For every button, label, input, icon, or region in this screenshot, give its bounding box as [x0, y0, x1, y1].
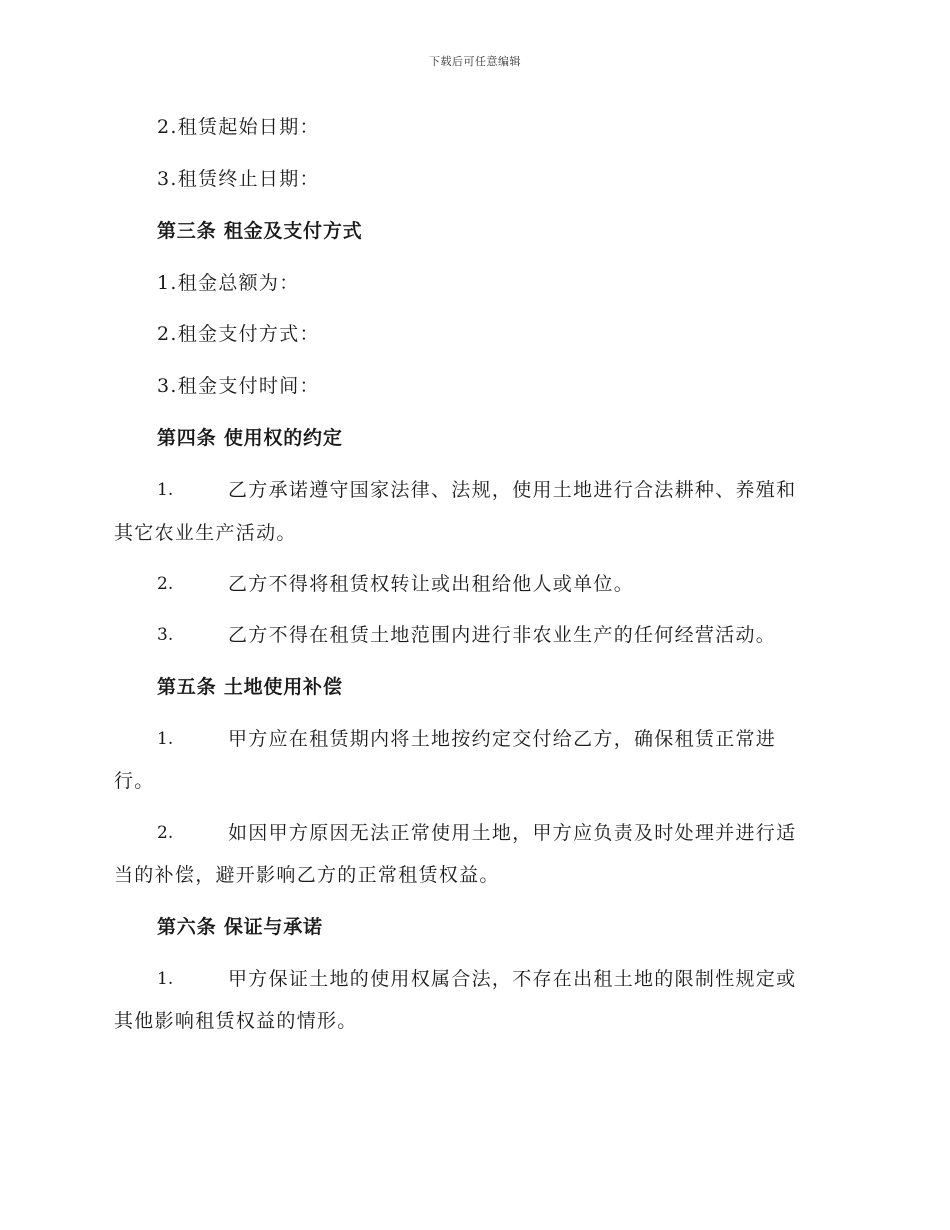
rent-total: 1.租金总额为：: [157, 272, 300, 294]
clause-text: 乙方不得将租赁权转让或出租给他人或单位。: [228, 573, 635, 595]
clause-text-continued: 行。: [114, 770, 155, 792]
item-number: 2.: [157, 823, 174, 843]
lease-end-date: 3.租赁终止日期：: [157, 168, 320, 190]
rent-payment-time: 3.租金支付时间：: [157, 375, 320, 397]
section-heading-6: 第六条 保证与承诺: [157, 916, 323, 938]
clause-text-continued: 其它农业生产活动。: [114, 522, 297, 544]
item-number: 3.: [157, 625, 174, 645]
clause-text: 乙方承诺遵守国家法律、法规，使用土地进行合法耕种、养殖和: [228, 479, 797, 501]
section-heading-4: 第四条 使用权的约定: [157, 427, 343, 449]
item-number: 1.: [157, 969, 174, 989]
clause-text: 甲方保证土地的使用权属合法，不存在出租土地的限制性规定或: [228, 968, 797, 990]
rent-payment-method: 2.租金支付方式：: [157, 323, 320, 345]
clause-text-continued: 当的补偿，避开影响乙方的正常租赁权益。: [114, 864, 500, 886]
page-header: 下载后可任意编辑: [429, 55, 521, 68]
lease-start-date: 2.租赁起始日期：: [157, 116, 320, 138]
clause-text-continued: 其他影响租赁权益的情形。: [114, 1010, 358, 1032]
item-number: 1.: [157, 480, 174, 500]
item-number: 2.: [157, 574, 174, 594]
section-heading-5: 第五条 土地使用补偿: [157, 676, 343, 698]
clause-text: 如因甲方原因无法正常使用土地，甲方应负责及时处理并进行适: [228, 822, 797, 844]
clause-text: 甲方应在租赁期内将土地按约定交付给乙方，确保租赁正常进: [228, 728, 777, 750]
item-number: 1.: [157, 729, 174, 749]
clause-text: 乙方不得在租赁土地范围内进行非农业生产的任何经营活动。: [228, 624, 777, 646]
section-heading-3: 第三条 租金及支付方式: [157, 220, 363, 242]
